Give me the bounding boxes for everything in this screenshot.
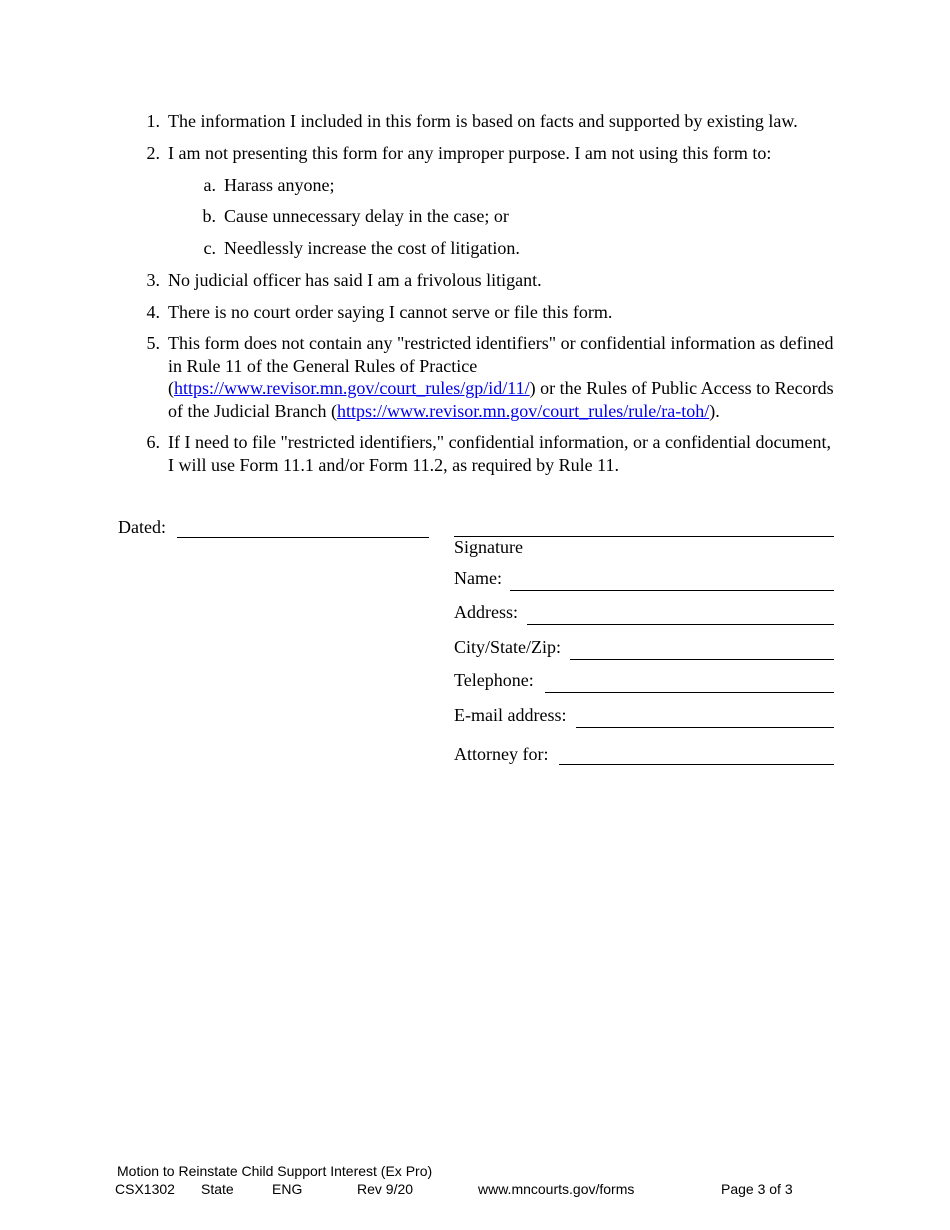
sub-item-letter: a. (203, 175, 216, 195)
dated-line[interactable] (177, 537, 429, 538)
address-label: Address: (454, 602, 518, 622)
statement-text (168, 332, 838, 422)
attorney-for-line[interactable] (559, 764, 834, 765)
name-line[interactable] (510, 590, 834, 591)
telephone-line[interactable] (545, 692, 834, 693)
footer-form-code: CSX1302 (115, 1181, 175, 1197)
city-state-zip-line[interactable] (570, 659, 834, 660)
dated-label: Dated: (118, 517, 166, 537)
statement-number: 4. (146, 302, 160, 322)
statement-number: 3. (146, 270, 160, 290)
statement-text: The information I included in this form is based on facts and supported by existing law. (168, 111, 798, 131)
statement-text: If I need to file "restricted identifiers," confidential information, or a confidential document, I will use Form 11.1 and/or Form 11.2, as required by Rule 11. (168, 432, 831, 475)
name-label: Name: (454, 568, 502, 588)
footer-website: www.mncourts.gov/forms (478, 1181, 635, 1197)
rule-11-link[interactable]: https://www.revisor.mn.gov/court_rules/gp/id/11/ (174, 378, 530, 398)
sub-item-text: Cause unnecessary delay in the case; or (224, 206, 509, 226)
sub-item-letter: c. (203, 238, 216, 258)
statement-text-part: ) or the Rules of Public Access to Records of the Judicial Branch ( (168, 378, 834, 421)
footer-revision: Rev 9/20 (357, 1181, 414, 1197)
footer-language: ENG (272, 1181, 303, 1197)
footer-form-title: Motion to Reinstate Child Support Interest (Ex Pro) (117, 1163, 433, 1179)
footer-page-number: Page 3 of 3 (721, 1181, 793, 1197)
statement-number: 1. (146, 111, 160, 131)
statement-text: I am not presenting this form for any improper purpose. I am not using this form to: (168, 143, 772, 163)
city-state-zip-label: City/State/Zip: (454, 637, 561, 657)
statement-text-part: ). (709, 400, 720, 421)
attorney-for-label: Attorney for: (454, 744, 549, 764)
statement-text: There is no court order saying I cannot serve or file this form. (168, 302, 613, 322)
statement-number: 5. (146, 333, 160, 353)
statement-number: 2. (146, 143, 160, 163)
footer-jurisdiction: State (201, 1181, 234, 1197)
signature-label: Signature (454, 537, 523, 557)
address-line[interactable] (527, 624, 834, 625)
statement-number: 6. (146, 432, 160, 452)
statement-text-part: This form does not contain any "restricted identifiers" or confidential information as defined in Rule 11 of the General Rules of Practice ( (168, 333, 834, 398)
email-line[interactable] (576, 727, 834, 728)
telephone-label: Telephone: (454, 670, 534, 690)
public-access-rules-link[interactable]: https://www.revisor.mn.gov/court_rules/rule/ra-toh/ (336, 400, 710, 421)
sub-item-letter: b. (202, 206, 216, 226)
statement-text: No judicial officer has said I am a frivolous litigant. (168, 270, 542, 290)
email-label: E-mail address: (454, 705, 567, 725)
sub-item-text: Harass anyone; (224, 175, 335, 195)
sub-item-text: Needlessly increase the cost of litigation. (224, 238, 520, 258)
